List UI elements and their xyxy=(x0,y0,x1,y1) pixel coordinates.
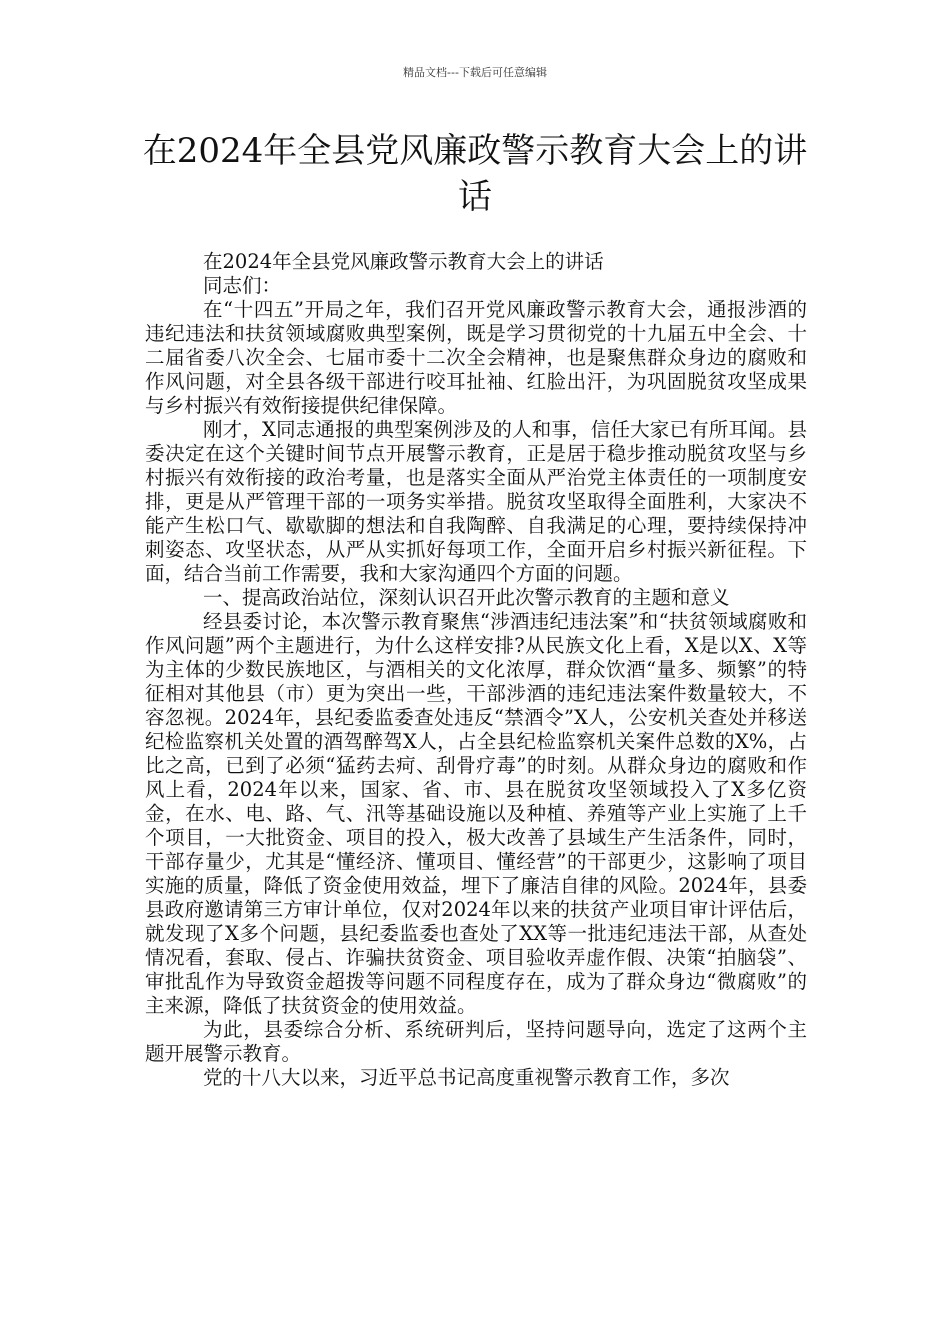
paragraph-themes: 经县委讨论，本次警示教育聚焦“涉酒违纪违法案”和“扶贫领域腐败和作风问题”两个主题进行，为什么这样安排?从民族文化上看，X是以X、X等为主体的少数民族地区，与酒相关的文化浓厚，群众饮酒“量多、频繁”的特征相对其他县（市）更为突出一些，干部涉酒的违纪违法案件数量较大，不容忽视。2024年，县纪委监委查处违反“禁酒令”X人，公安机关查处并移送纪检监察机关处置的酒驾醉驾X人，占全县纪检监察机关案件总数的X%，占比之高，已到了必须“猛药去疴、刮骨疗毒”的时刻。从群众身边的腐败和作风上看，2024年以来，国家、省、市、县在脱贫攻坚领域投入了X多亿资金，在水、电、路、气、汛等基础设施以及种植、养殖等产业上实施了上千个项目，一大批资金、项目的投入，极大改善了县域生产生活条件，同时，干部存量少，尤其是“懂经济、懂项目、懂经营”的干部更少，这影响了项目实施的质量，降低了资金使用效益，埋下了廉洁自律的风险。2024年，县委县政府邀请第三方审计单位，仅对2024年以来的扶贫产业项目审计评估后，就发现了X多个问题，县纪委监委也查处了XX等一批违纪违法干部，从查处情况看，套取、侵占、诈骗扶贫资金、项目验收弄虚作假、决策“拍脑袋”、审批乱作为导致资金超拨等问题不同程度存在，成为了群众身边“微腐败”的主来源，降低了扶贫资金的使用效益。 xyxy=(145,610,807,1017)
paragraph-salutation: 同志们： xyxy=(203,274,282,297)
section-heading-1: 一、提高政治站位，深刻认识召开此次警示教育的主题和意义 xyxy=(203,586,730,609)
document-body xyxy=(145,250,807,1090)
paragraph-conclusion: 为此，县委综合分析、系统研判后，坚持问题导向，选定了这两个主题开展警示教育。 xyxy=(145,1018,807,1065)
header-note: 精品文档---下载后可任意编辑 xyxy=(403,66,547,79)
paragraph-continued: 党的十八大以来，习近平总书记高度重视警示教育工作，多次 xyxy=(203,1066,730,1089)
paragraph-background: 刚才，X同志通报的典型案例涉及的人和事，信任大家已有所耳闻。县委决定在这个关键时间节点开展警示教育，正是居于稳步推动脱贫攻坚与乡村振兴有效衔接的政治考量，也是落实全面从严治党主体责任的一项制度安排，更是从严管理干部的一项务实举措。脱贫攻坚取得全面胜利，大家决不能产生松口气、歇歇脚的想法和自我陶醉、自我满足的心理，要持续保持冲刺姿态、攻坚状态，从严从实抓好每项工作，全面开启乡村振兴新征程。下面，结合当前工作需要，我和大家沟通四个方面的问题。 xyxy=(145,418,807,585)
document-title: 在2024年全县党风廉政警示教育大会上的讲话 xyxy=(142,131,808,217)
paragraph-repeat-title: 在2024年全县党风廉政警示教育大会上的讲话 xyxy=(203,250,604,273)
paragraph-opening: 在“十四五”开局之年，我们召开党风廉政警示教育大会，通报涉酒的违纪违法和扶贫领域腐败典型案例，既是学习贯彻党的十九届五中全会、十二届省委八次全会、七届市委十二次全会精神，也是聚焦群众身边的腐败和作风问题，对全县各级干部进行咬耳扯袖、红脸出汗，为巩固脱贫攻坚成果与乡村振兴有效衔接提供纪律保障。 xyxy=(145,298,807,417)
